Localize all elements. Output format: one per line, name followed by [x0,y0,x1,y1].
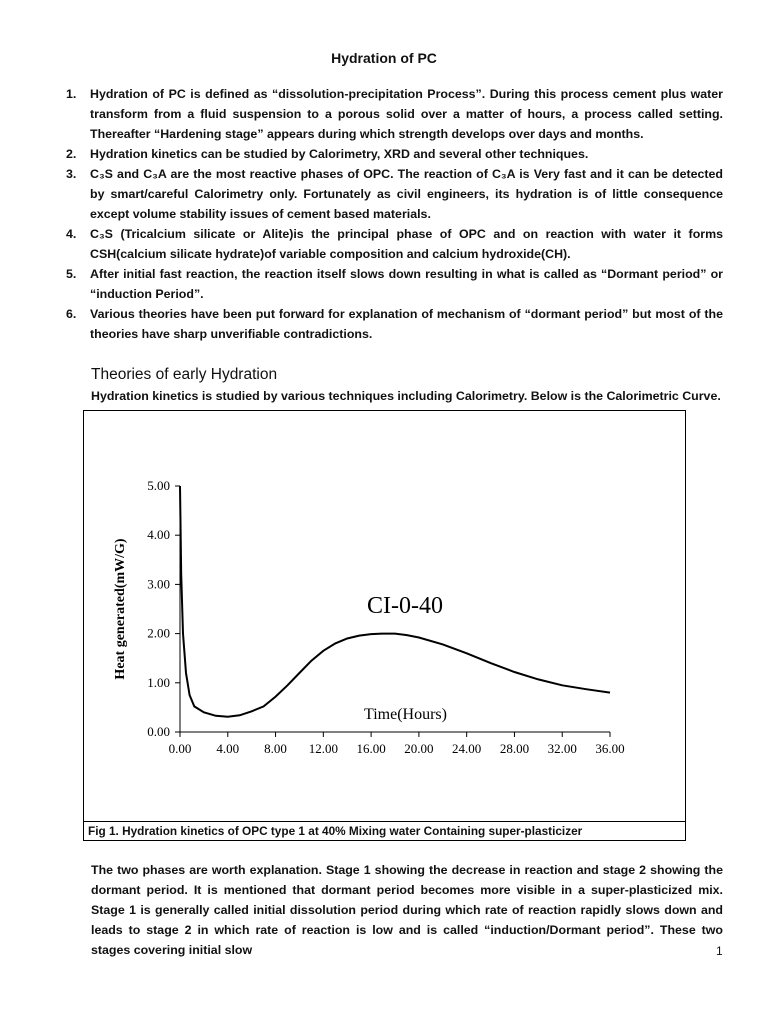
x-tick-label: 8.00 [264,741,287,756]
list-item [66,84,723,144]
list-number: 2. [66,147,77,161]
x-tick-label: 20.00 [404,741,434,756]
list-item [66,164,723,224]
list-item [66,224,723,264]
list-number: 6. [66,307,77,321]
x-tick-label: 24.00 [452,741,482,756]
x-axis-label: Time(Hours) [364,706,447,723]
list-number: 4. [66,227,77,241]
x-tick-label: 12.00 [308,741,338,756]
list-item [66,144,723,164]
x-tick-label: 32.00 [547,741,577,756]
section-heading: Theories of early Hydration [91,366,278,383]
y-tick-label: 5.00 [147,478,170,493]
y-tick-label: 4.00 [147,527,170,543]
list-text: Hydration kinetics can be studied by Calorimetry, XRD and several other techniques. [90,147,589,161]
list-text: C₃S (Tricalcium silicate or Alite)is the principal phase of OPC and on reaction with water it forms CSH(calcium silicate hydrate)of variable composition and calcium hydroxide(CH). [90,227,723,261]
y-tick-label: 0.00 [147,724,170,739]
list-text: C₃S and C₃A are the most reactive phases of OPC. The reaction of C₃A is Very fast and it can be detected by smart/careful Calorimetry only. Fortunately as civil engineers, its hydration is of little consequence except volume stability issues of cement based materials. [90,167,723,221]
y-tick-label: 1.00 [147,674,170,690]
numbered-list [66,84,723,344]
list-number: 3. [66,167,77,181]
figure-frame [83,410,686,822]
x-tick-label: 36.00 [595,741,625,756]
y-tick-label: 2.00 [147,625,170,641]
x-tick-label: 16.00 [356,741,386,756]
list-text: Hydration of PC is defined as “dissolution-precipitation Process”. During this process cement plus water transform from a fluid suspension to a porous solid over a matter of hours, a process called setting. Thereafter “Hardening stage” appears during which strength develops over days and months. [90,87,723,141]
list-number: 5. [66,267,77,281]
list-text: After initial fast reaction, the reaction itself slows down resulting in what is called as “Dormant period” or “induction Period”. [90,267,723,301]
list-item [66,264,723,304]
x-tick-label: 4.00 [216,741,240,756]
y-tick-label: 3.00 [147,576,170,592]
list-item [66,304,723,344]
list-number: 1. [66,87,77,101]
y-axis-label: Heat generated(mW/G) [113,538,128,680]
figure-caption: Fig 1. Hydration kinetics of OPC type 1 at 40% Mixing water Containing super-plasticizer [83,821,686,841]
section-subtitle: Hydration kinetics is studied by various techniques including Calorimetry. Below is the Calorimetric Curve. [91,389,721,403]
list-text: Various theories have been put forward for explanation of mechanism of “dormant period” but most of the theories have sharp unverifiable contradictions. [90,307,723,341]
calorimetric-chart [84,411,685,821]
page-number: 1 [716,944,723,958]
chart-annotation: CI-0-40 [367,593,443,619]
x-tick-label: 28.00 [499,741,530,756]
x-tick-label: 0.00 [168,741,192,756]
page-title: Hydration of PC [331,50,437,66]
body-paragraph: The two phases are worth explanation. Stage 1 showing the decrease in reaction and stage 2 showing the dormant period. It is mentioned that dormant period becomes more visible in a super-plasticized mix. Stage 1 is generally called initial dissolution period during which rate of reaction rapidly slows down and leads to stage 2 in which rate of reaction is low and is called “induction/Dormant period”. These two stages covering initial slow [91,863,723,957]
